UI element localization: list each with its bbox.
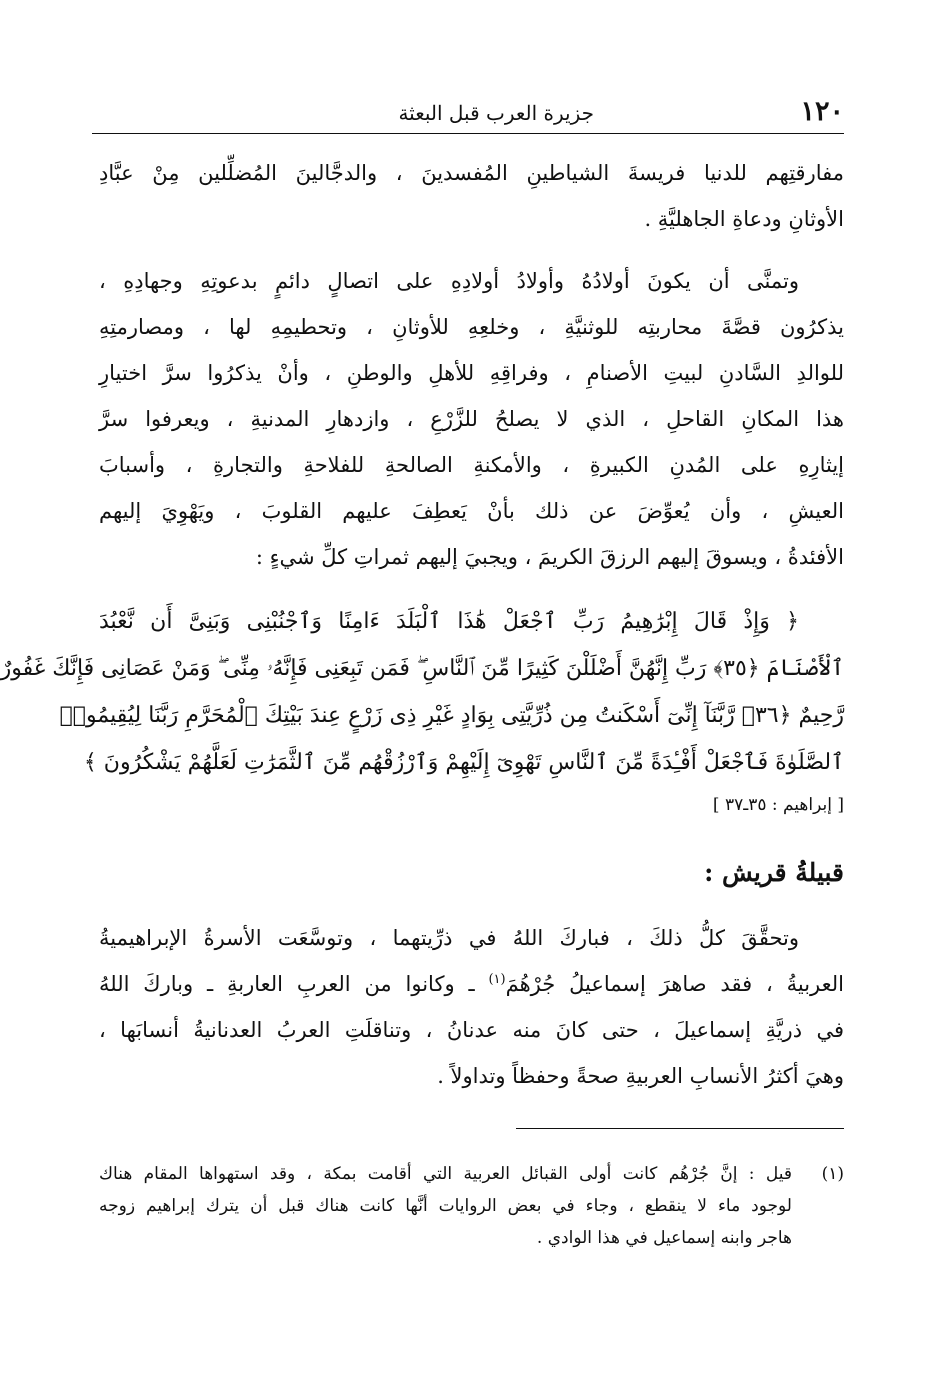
paragraph-1 <box>99 150 844 242</box>
page-header <box>92 96 844 136</box>
paragraph-line: إيثارِهِ على المُدنِ الكبيرةِ ، والأمكنةِ الصالحةِ للفلاحةِ والتجارةِ ، وأسبابَ <box>99 453 844 477</box>
footnote-marker: (١) <box>821 1164 844 1184</box>
footnote-line: قيل : إنَّ جُرْهُم كانت أولى القبائل العربية التي أقامت بمكة ، وقد استهواها المقام هناك <box>99 1164 792 1184</box>
running-title: جزيرة العرب قبل البعثة <box>398 101 594 125</box>
paragraph-line-part: ـ وكانوا من العربِ العاربةِ ـ وباركَ اللهُ <box>99 972 489 996</box>
paragraph-line: وهيَ أكثرُ الأنسابِ العربيةِ صحةً وحفظاً وتداولاً . <box>437 1064 844 1088</box>
verse-line: ٱلْأَصْنَامَ ﴿٣٥﴾ رَبِّ إِنَّهُنَّ أَضْلَلْنَ كَثِيرًا مِّنَ ٱلنَّاسِ ۖ فَمَن تَبِعَنِى فَإِنَّهُۥ مِنِّى ۖ وَمَنْ عَصَانِى فَإِنَّكَ غَفُورٌ <box>0 656 844 681</box>
paragraph-line: للوالدِ السَّادنِ لبيتِ الأصنامِ ، وفراقِهِ للأهلِ والوطنِ ، وأنْ يذكرُوا سرَّ اختيارِ <box>99 361 844 385</box>
footnote-body <box>99 1158 792 1254</box>
paragraph-line: الأفئدةُ ، ويسوقَ إليهم الرزقَ الكريمَ ، ويجبيَ إليهم ثمراتِ كلِّ شيءٍ : <box>255 545 844 569</box>
paragraph-line: وتمنَّى أن يكونَ أولادُهُ وأولادُ أولادِهِ على اتصالٍ دائمٍ بدعوتِهِ وجهادِهِ ، <box>99 269 799 293</box>
paragraph-line: في ذريَّةِ إسماعيلَ ، حتى كانَ منه عدنانُ ، وتناقلَتِ العربُ العدنانيةُ أنسابَها ، <box>99 1018 844 1042</box>
verse-line: ٱلصَّلَوٰةَ فَٱجْعَلْ أَفْـِٔدَةً مِّنَ ٱلنَّاسِ تَهْوِىٓ إِلَيْهِمْ وَٱرْزُقْهُم مِّنَ ٱلثَّمَرَٰتِ لَعَلَّهُمْ يَشْكُرُونَ ﴾ <box>83 750 844 775</box>
footnote-line: هاجر وابنه إسماعيل في هذا الوادي . <box>536 1228 792 1248</box>
section-heading: قبيلةُ قريش : <box>704 858 844 887</box>
footnote-rule <box>516 1128 844 1129</box>
paragraph-line-part: العربيةُ ، فقد صاهرَ إسماعيلُ جُرْهُمَ <box>505 972 844 996</box>
footnote-line: لوجود ماء لا ينقطع ، وجاء في بعض الروايات أنَّها كانت هناك قبل أن يترك إبراهيم زوجه <box>99 1196 792 1216</box>
paragraph-3 <box>99 915 844 1099</box>
verse-citation: [ إبراهيم : ٣٥ـ٣٧ ] <box>712 795 844 815</box>
header-rule <box>92 133 844 134</box>
page-number: ١٢٠ <box>800 96 844 127</box>
paragraph-line: الأوثانِ ودعاةِ الجاهليَّةِ . <box>644 207 844 231</box>
verse-line: ﴿ وَإِذْ قَالَ إِبْرَٰهِيمُ رَبِّ ٱجْعَلْ هَٰذَا ٱلْبَلَدَ ءَامِنًا وَٱجْنُبْنِى وَبَنِىَّ أَن نَّعْبُدَ <box>99 609 799 634</box>
quran-verse <box>0 598 844 786</box>
paragraph-line: وتحقَّقَ كلُّ ذلكَ ، فباركَ اللهُ في ذرِّيتهما ، وتوسَّعَت الأسرةُ الإبراهيميةُ <box>99 926 799 950</box>
paragraph-line: مفارقتِهم للدنيا فريسةَ الشياطينِ المُفسدينَ ، والدجَّالينَ المُضلِّلين مِنْ عبَّادِ <box>99 161 844 185</box>
paragraph-line: العيشِ ، وأن يُعوِّضَ عن ذلك بأنْ يَعطِفَ عليهم القلوبَ ، ويَهْوِيَ إليهم <box>99 499 844 523</box>
footnote <box>99 1158 844 1254</box>
footnote-reference[interactable]: (١) <box>488 972 506 987</box>
paragraph-line: هذا المكانِ القاحلِ ، الذي لا يصلحُ للزَّرْعِ ، وازدهارِ المدنيةِ ، ويعرفوا سرَّ <box>99 407 844 431</box>
paragraph-2 <box>99 258 844 580</box>
verse-line: رَّحِيمٌ ﴿٣٦﴾ رَّبَّنَآ إِنِّىٓ أَسْكَنتُ مِن ذُرِّيَّتِى بِوَادٍ غَيْرِ ذِى زَرْعٍ عِندَ بَيْتِكَ ٱلْمُحَرَّمِ رَبَّنَا لِيُقِيمُوا۟ <box>59 703 844 728</box>
paragraph-line <box>99 961 844 1007</box>
paragraph-line: يذكرُون قصَّةَ محاربتِه للوثنيَّةِ ، وخلعِهِ للأوثانِ ، وتحطيمِهِ لها ، ومصارمتِهِ <box>99 315 844 339</box>
